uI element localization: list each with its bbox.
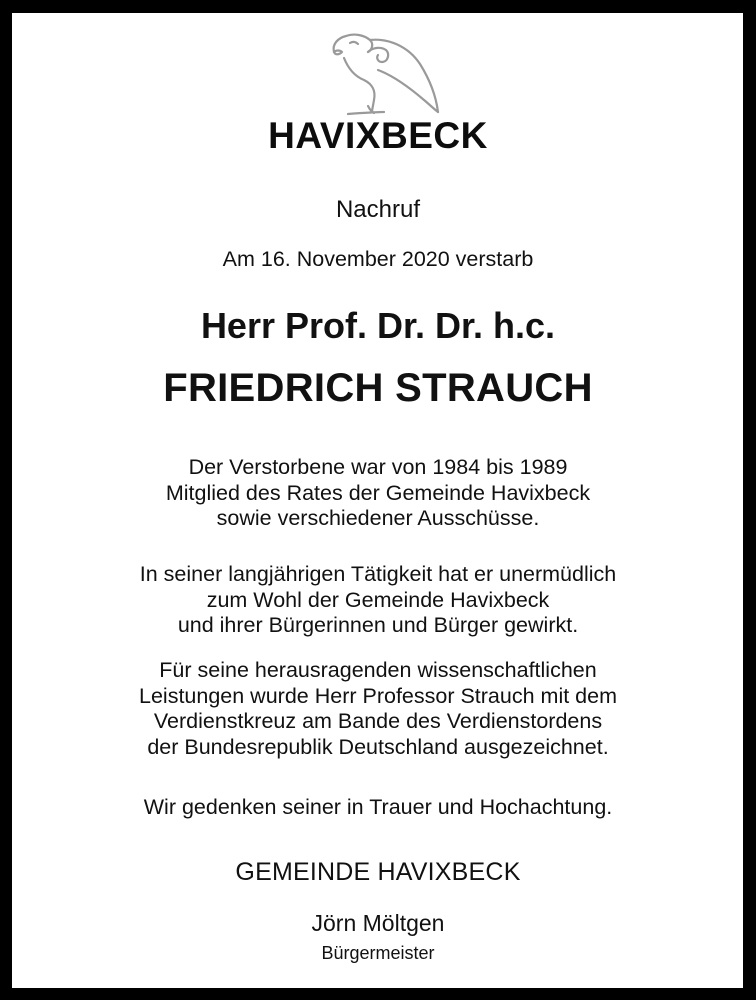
paragraph-line: und ihrer Bürgerinnen und Bürger gewirkt. <box>177 613 579 637</box>
paragraph-line: Leistungen wurde Herr Professor Strauch mit dem <box>139 683 617 708</box>
paragraph-line: sowie verschiedener Ausschüsse. <box>216 506 540 530</box>
paragraph-honors <box>0 658 756 760</box>
paragraph-line: zum Wohl der Gemeinde Havixbeck <box>206 587 550 612</box>
deceased-honorific: Herr Prof. Dr. Dr. h.c. <box>200 305 556 346</box>
logo-wordmark: HAVIXBECK <box>268 115 488 156</box>
paragraph-line: Wir gedenken seiner in Trauer und Hochachtung. <box>143 795 613 819</box>
paragraph-line: der Bundesrepublik Deutschland ausgezeichnet. <box>147 734 609 759</box>
paragraph-line: Verdienstkreuz am Bande des Verdienstordens <box>153 709 603 733</box>
signature-name: Jörn Möltgen <box>311 910 445 936</box>
notice-title: Nachruf <box>335 196 421 223</box>
paragraph-line: In seiner langjährigen Tätigkeit hat er unermüdlich <box>139 562 617 586</box>
death-date-line: Am 16. November 2020 verstarb <box>222 247 534 271</box>
signature-role: Bürgermeister <box>321 943 435 963</box>
paragraph-council-membership <box>0 455 756 532</box>
falcon-bird-icon <box>328 30 442 122</box>
paragraph-line: Mitglied des Rates der Gemeinde Havixbeck <box>165 480 591 505</box>
paragraph-line: Der Verstorbene war von 1984 bis 1989 <box>188 455 568 479</box>
signature-organization: GEMEINDE HAVIXBECK <box>235 858 521 886</box>
deceased-name: FRIEDRICH STRAUCH <box>163 366 593 410</box>
paragraph-service <box>0 562 756 639</box>
paragraph-remembrance <box>0 795 756 821</box>
paragraph-line: Für seine herausragenden wissenschaftlichen <box>159 658 597 682</box>
